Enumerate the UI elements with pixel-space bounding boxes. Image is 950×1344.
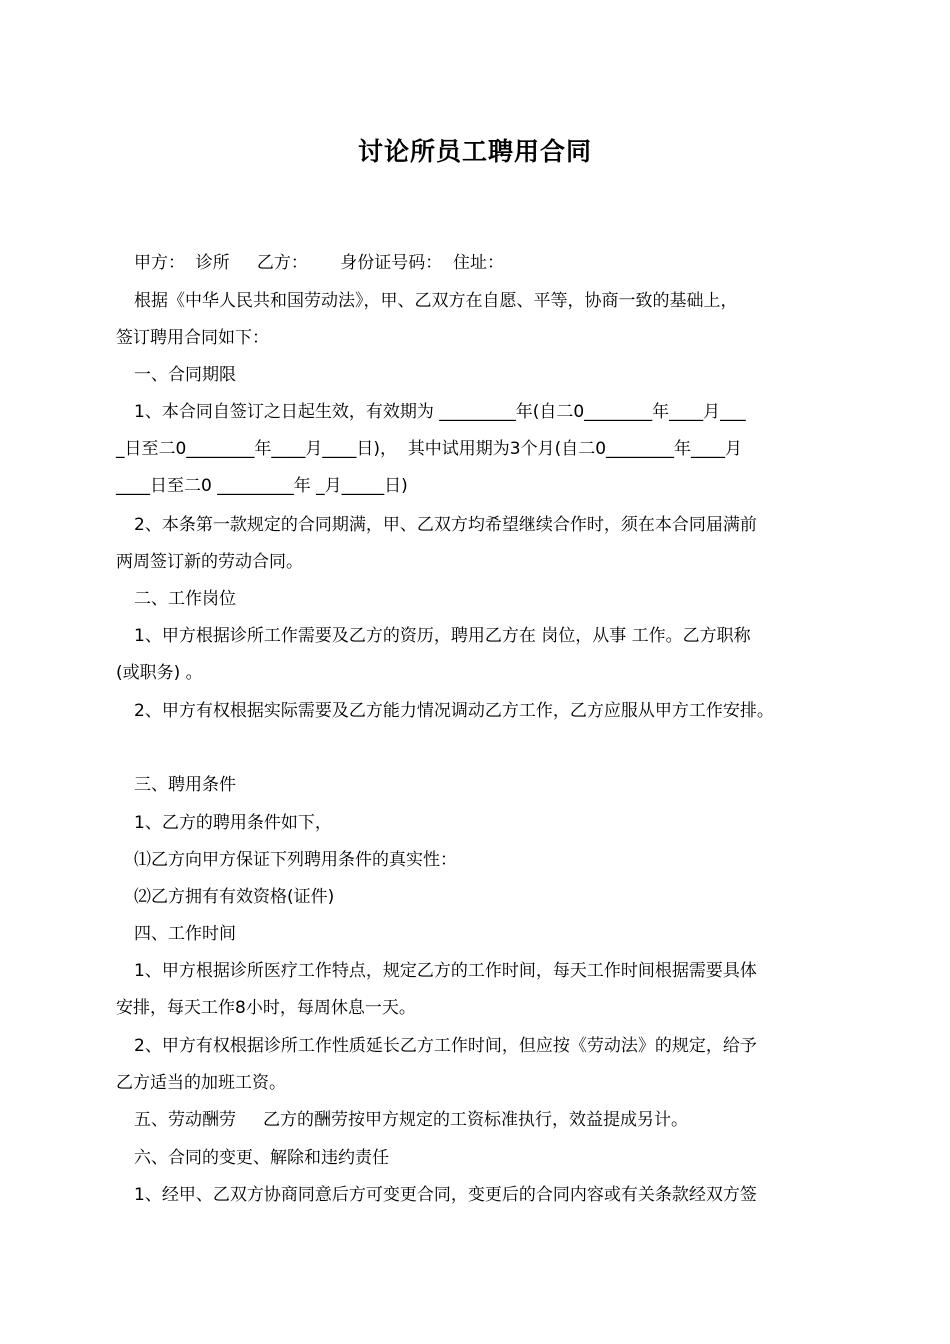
section-heading: 二、工作岗位 <box>134 589 236 609</box>
section-heading: 一、合同期限 <box>134 365 236 385</box>
party-info-line: 甲方： 诊所 乙方： 身份证号码： 住址： <box>134 253 505 273</box>
paragraph-line: ____日至二0 _________年 _月_____日) <box>116 476 408 496</box>
paragraph-line: 2、甲方有权根据实际需要及乙方能力情况调动乙方工作，乙方应服从甲方工作安排。 <box>134 701 774 721</box>
paragraph-line: 根据《中华人民共和国劳动法》，甲、乙双方在自愿、平等，协商一致的基础上， <box>134 291 738 311</box>
paragraph-line: 1、甲方根据诊所工作需要及乙方的资历，聘用乙方在 岗位，从事 工作。乙方职称 <box>134 626 751 646</box>
paragraph-line: 1、经甲、乙双方协商同意后方可变更合同，变更后的合同内容或有关条款经双方签 <box>134 1185 757 1205</box>
section-heading: 三、聘用条件 <box>134 775 236 795</box>
section-heading: 六、合同的变更、解除和违约责任 <box>134 1148 389 1168</box>
list-item: ⑵乙方拥有有效资格(证件) <box>134 887 335 907</box>
document-title: 讨论所员工聘用合同 <box>357 137 592 166</box>
paragraph-line: 签订聘用合同如下： <box>116 328 269 348</box>
list-item: ⑴乙方向甲方保证下列聘用条件的真实性： <box>134 850 457 870</box>
paragraph-line: 两周签订新的劳动合同。 <box>116 552 303 572</box>
paragraph-line: (或职务) 。 <box>116 663 203 683</box>
section-heading: 四、工作时间 <box>134 924 236 944</box>
paragraph-line: 乙方适当的加班工资。 <box>116 1073 286 1093</box>
paragraph-line: 2、本条第一款规定的合同期满，甲、乙双方均希望继续合作时，须在本合同届满前 <box>134 515 757 535</box>
paragraph-line: 1、甲方根据诊所医疗工作特点，规定乙方的工作时间，每天工作时间根据需要具体 <box>134 961 757 981</box>
paragraph-line: 1、乙方的聘用条件如下， <box>134 813 332 833</box>
section-heading: 五、劳动酬劳 乙方的酬劳按甲方规定的工资标准执行，效益提成另计。 <box>134 1110 689 1130</box>
paragraph-line: 2、甲方有权根据诊所工作性质延长乙方工作时间，但应按《劳动法》的规定，给予 <box>134 1036 757 1056</box>
paragraph-line: 安排，每天工作8小时，每周休息一天。 <box>116 998 416 1018</box>
paragraph-line: _日至二0________年____月____日)， 其中试用期为3个月(自二0________年____月 <box>116 439 743 459</box>
paragraph-line: 1、本合同自签订之日起生效，有效期为 _________年(自二0________年____月___ <box>134 402 746 422</box>
